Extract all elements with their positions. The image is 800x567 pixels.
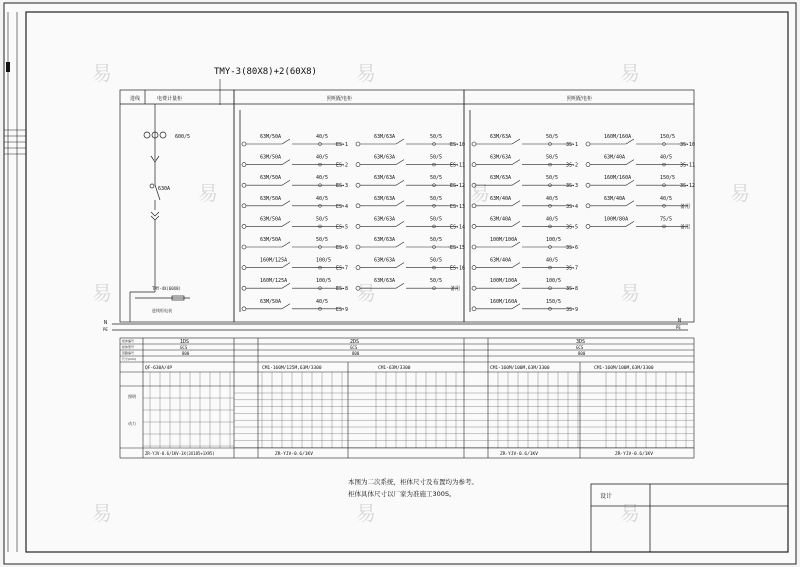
breaker-rating: 63M/63A	[374, 175, 396, 182]
breaker-rating: 63M/63A	[374, 195, 396, 202]
ct-rating: 50/5	[430, 216, 443, 223]
col-type-2: GCS	[350, 345, 358, 350]
ct-rating: 100/5	[546, 278, 562, 285]
svg-text:易: 易	[730, 181, 750, 205]
circuit-id: ES-6	[336, 245, 349, 251]
ct-rating: 40/5	[660, 195, 673, 202]
ct-rating: 50/5	[430, 278, 443, 285]
svg-text:易: 易	[356, 281, 376, 305]
ct-rating: 40/5	[546, 216, 559, 223]
cable-ref-3: ZR-YJV-0.6/1KV	[500, 452, 538, 457]
note-1: 本图为二次系统，柜体尺寸及布置均为参考。	[348, 478, 478, 486]
breaker-rating: 63M/63A	[490, 175, 512, 182]
col-id-3: 3DS	[576, 339, 586, 345]
section-power2-label: 照明配电柜	[567, 96, 593, 102]
section-meter-label: 电费计量柜	[157, 96, 183, 102]
col-size-3: 800	[578, 351, 586, 356]
col-type-1: GCS	[180, 345, 188, 350]
ct-rating: 50/5	[430, 134, 443, 140]
breaker-rating: 160M/125A	[260, 278, 288, 285]
ct-rating: 40/5	[316, 175, 329, 182]
svg-text:易: 易	[620, 61, 640, 85]
ct-rating: 40/5	[316, 298, 329, 305]
circuit-id: 3S-1	[566, 142, 579, 148]
svg-text:易: 易	[620, 501, 640, 525]
breaker-rating: 63M/63A	[374, 257, 396, 264]
breaker-rating: 63M/63A	[374, 216, 396, 223]
main-breaker-1: QF-630A/4P	[145, 366, 173, 371]
breaker-label: 630A	[158, 186, 171, 192]
circuit-id: 3S-8	[566, 286, 579, 293]
breaker-rating: 63M/40A	[490, 257, 512, 264]
title-block-label: 设计	[600, 493, 613, 500]
circuit-id: 3S-2	[566, 162, 579, 169]
breaker-rating: 100M/100A	[490, 278, 518, 285]
ct-rating: 40/5	[316, 195, 329, 202]
ct-rating: 150/5	[546, 298, 562, 305]
breaker-rating: 63M/40A	[604, 195, 626, 202]
circuit-id: 3S-3	[566, 183, 579, 190]
main-breaker-2: CM1-160M/125M,63M/3300	[262, 366, 322, 371]
circuit-id: ES-8	[336, 286, 349, 293]
circuit-id: 3S-7	[566, 265, 579, 272]
ct-rating: 50/5	[430, 195, 443, 202]
circuit-id: 备用	[450, 286, 461, 293]
ct-label: 600/5	[175, 134, 191, 140]
breaker-rating: 63M/63A	[374, 154, 396, 161]
circuit-id: 3S-6	[566, 245, 579, 251]
breaker-rating: 63M/63A	[490, 134, 512, 140]
svg-text:易: 易	[356, 501, 376, 525]
breaker-rating: 160M/160A	[604, 134, 632, 140]
circuit-id: ES-15	[450, 245, 466, 251]
bus-left-n: N	[104, 320, 108, 326]
breaker-rating: 63M/63A	[374, 237, 396, 243]
side-label-1: 动力	[128, 421, 136, 426]
col-size-2: 800	[352, 351, 360, 356]
ct-rating: 50/5	[546, 154, 559, 161]
breaker-rating: 160M/125A	[260, 257, 288, 264]
circuit-id: 3S-5	[566, 224, 579, 231]
breaker-rating: 63M/50A	[260, 175, 282, 182]
circuit-id: ES-5	[336, 224, 349, 231]
breaker-rating: 63M/40A	[490, 216, 512, 223]
circuit-id: 3S-4	[566, 203, 579, 210]
ct-rating: 50/5	[316, 237, 329, 243]
breaker-rating: 63M/50A	[260, 154, 282, 161]
svg-text:易: 易	[92, 501, 112, 525]
circuit-id: ES-11	[450, 162, 466, 169]
ct-rating: 40/5	[546, 195, 559, 202]
ct-rating: 40/5	[546, 257, 559, 264]
svg-text:易: 易	[198, 181, 218, 205]
ct-rating: 100/5	[316, 278, 332, 285]
svg-text:易: 易	[620, 281, 640, 305]
breaker-rating: 63M/50A	[260, 216, 282, 223]
breaker-rating: 160M/160A	[490, 298, 518, 305]
svg-text:易: 易	[356, 61, 376, 85]
ct-rating: 100/5	[546, 237, 562, 243]
col-id-2: 2DS	[350, 339, 360, 345]
breaker-rating: 63M/50A	[260, 195, 282, 202]
ct-rating: 75/5	[660, 216, 673, 223]
ct-rating: 50/5	[546, 134, 559, 140]
col-id-1: 1DS	[180, 339, 190, 345]
col-type-3: GCS	[576, 345, 584, 350]
circuit-id: ES-10	[450, 142, 466, 148]
circuit-id: ES-13	[450, 203, 466, 210]
breaker-rating: 63M/63A	[490, 154, 512, 161]
circuit-id: ES-16	[450, 265, 466, 272]
ct-rating: 40/5	[316, 154, 329, 161]
ct-rating: 40/5	[660, 154, 673, 161]
circuit-id: ES-9	[336, 306, 349, 313]
section-power1-label: 照明配电柜	[327, 96, 353, 102]
row-label-0: 柜体编号	[122, 339, 135, 343]
breaker-rating: 100M/100A	[490, 237, 518, 243]
ct-rating: 50/5	[430, 154, 443, 161]
bus-right-n: N	[678, 318, 682, 324]
breaker-rating: 160M/160A	[604, 175, 632, 182]
breaker-rating: 63M/50A	[260, 298, 282, 305]
breaker-rating: 100M/80A	[604, 216, 629, 223]
ct-rating: 40/5	[316, 134, 329, 140]
circuit-id: 3S-10	[680, 142, 696, 148]
ct-rating: 150/5	[660, 134, 676, 140]
note-2: 柜体具体尺寸以厂家为准施工300S。	[348, 490, 456, 498]
busbar-title: TMY-3(80X8)+2(60X8)	[214, 67, 317, 77]
breaker-rating: 63M/63A	[374, 134, 396, 140]
svg-text:易: 易	[470, 181, 490, 205]
breaker-rating: 63M/63A	[374, 278, 396, 285]
circuit-id: ES-3	[336, 183, 349, 190]
ct-rating: 100/5	[316, 257, 332, 264]
ct-rating: 50/5	[430, 237, 443, 243]
circuit-id: ES-2	[336, 162, 349, 169]
ct-rating: 50/5	[430, 175, 443, 182]
row-label-2: 回路编号	[122, 351, 135, 355]
breaker-rating: 63M/40A	[604, 154, 626, 161]
svg-text:易: 易	[92, 281, 112, 305]
row-label-1: 柜体型号	[122, 345, 135, 349]
ct-rating: 150/5	[660, 175, 676, 182]
circuit-id: 3S-9	[566, 306, 579, 313]
circuit-id: 备用	[680, 203, 691, 210]
circuit-id: ES-4	[336, 203, 349, 210]
breaker-rating: 63M/50A	[260, 134, 282, 140]
bus-left-pe: PE	[103, 327, 108, 332]
transformer-label: 进线柜电表	[152, 308, 172, 313]
circuit-id: 3S-11	[680, 162, 696, 169]
circuit-id: 3S-12	[680, 183, 696, 190]
breaker-rating: 63M/50A	[260, 237, 282, 243]
cable-label: TMY-4X(60X8)	[152, 286, 181, 291]
cable-ref-1: ZR-YJV-0.6/1KV-3X(3X185+1X95)	[145, 451, 215, 456]
breaker-rating: 63M/40A	[490, 195, 512, 202]
main-breaker-4: CM1-160M/100M,63M/3300	[490, 366, 550, 371]
circuit-id: ES-12	[450, 183, 466, 190]
cable-ref-2: ZR-YJV-0.6/1KV	[275, 452, 313, 457]
main-breaker-3: CM1-63M/3300	[378, 366, 411, 371]
row-label-3: 尺寸(mm)	[122, 357, 137, 361]
svg-text:易: 易	[92, 61, 112, 85]
col-size-1: 800	[182, 351, 190, 356]
cable-ref-4: ZR-YJV-0.6/1KV	[615, 452, 653, 457]
ct-rating: 50/5	[546, 175, 559, 182]
ct-rating: 50/5	[316, 216, 329, 223]
circuit-id: ES-1	[336, 142, 349, 148]
section-incoming-label: 进线	[130, 96, 141, 102]
circuit-id: 备用	[680, 224, 691, 231]
circuit-id: ES-14	[450, 224, 466, 231]
ct-rating: 50/5	[430, 257, 443, 264]
bus-right-pe: PE	[676, 325, 681, 330]
main-breaker-5: CM1-160M/100M,63M/3300	[594, 366, 654, 371]
circuit-id: ES-7	[336, 265, 349, 272]
side-label-0: 照明	[128, 394, 136, 399]
